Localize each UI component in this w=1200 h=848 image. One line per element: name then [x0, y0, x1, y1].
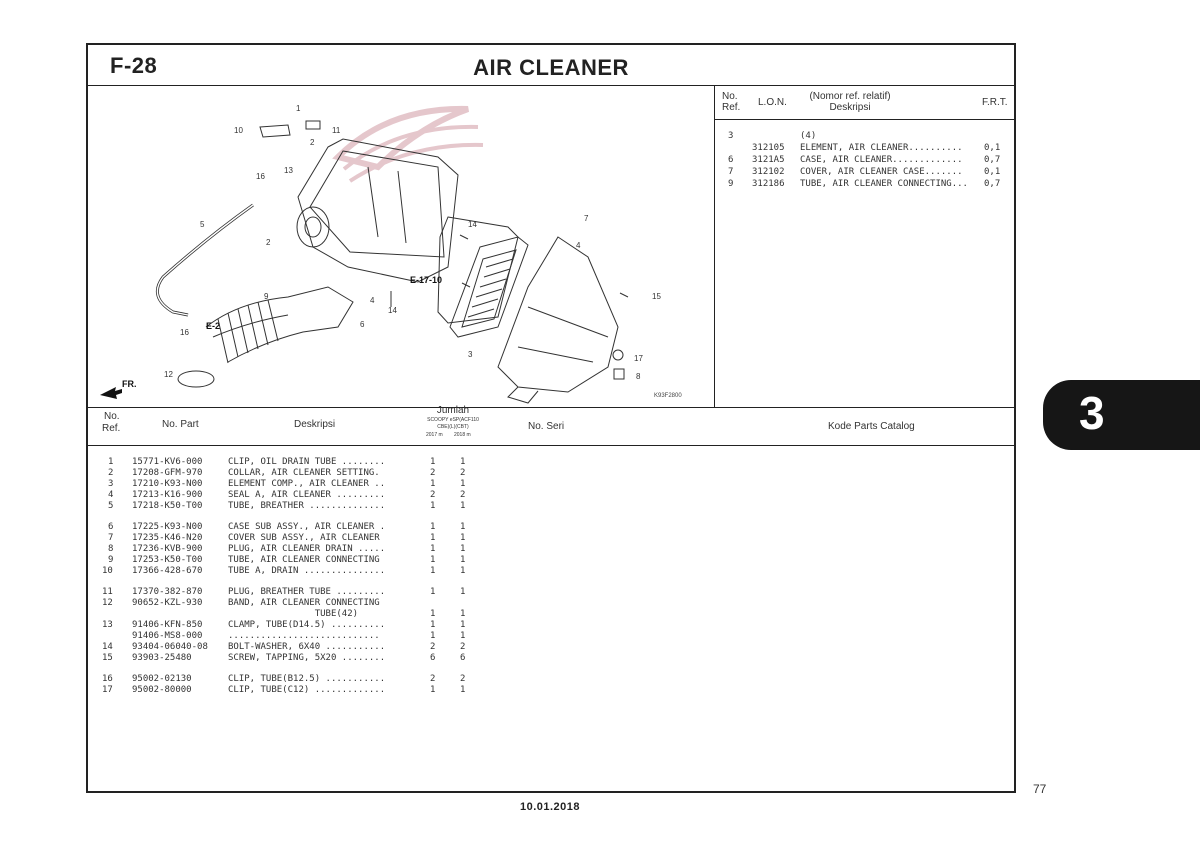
- table-row: 2 17208-GFM-970 COLLAR, AIR CLEANER SETTING. 2 2: [108, 468, 466, 478]
- table-row: 17 95002-80000 CLIP, TUBE(C12) ............. 1 1: [102, 685, 466, 695]
- parts-head-jumlah: Jumlah: [436, 405, 470, 416]
- frt-row: 312105 ELEMENT, AIR CLEANER.......... 0,1: [752, 143, 1001, 153]
- frt-row: 6 3121A5 CASE, AIR CLEANER............. 0,7: [728, 155, 1001, 165]
- parts-head-deskripsi: Deskripsi: [294, 419, 336, 430]
- table-row: 12 90652-KZL-930 BAND, AIR CLEANER CONNECTING: [102, 598, 380, 608]
- frt-head-nomor: (Nomor ref. relatif): [809, 91, 891, 102]
- ref-e-17-10: E-17-10: [410, 275, 443, 285]
- callout-3: 3: [468, 350, 473, 359]
- callout-15: 15: [652, 292, 661, 301]
- breather-tube: [157, 205, 253, 315]
- air-cleaner-diagram-svg: [88, 87, 712, 407]
- callout-11: 11: [332, 126, 341, 135]
- exploded-diagram: [88, 87, 712, 407]
- table-row: 3 17210-K93-N00 ELEMENT COMP., AIR CLEANER .. 1 1: [108, 479, 466, 489]
- callout-1: 1: [296, 104, 301, 113]
- parts-list: [88, 457, 466, 696]
- table-row: 15 93903-25480 SCREW, TAPPING, 5X20 ........ 6 6: [102, 653, 466, 663]
- connecting-band: [178, 371, 214, 387]
- table-row: 16 95002-02130 CLIP, TUBE(B12.5) ........... 2 2: [102, 674, 466, 684]
- diagram-divider: [714, 85, 715, 407]
- drain-tube-a: [260, 125, 290, 137]
- callout-7: 7: [584, 214, 589, 223]
- callout-8: 8: [636, 372, 641, 381]
- page-title: AIR CLEANER: [473, 55, 629, 80]
- parts-head-no-part: No. Part: [162, 419, 199, 430]
- callout-12: 12: [164, 370, 173, 379]
- table-row: 5 17218-K50-T00 TUBE, BREATHER .............. 1 1: [108, 501, 466, 511]
- ref-e-2: E-2: [206, 321, 221, 331]
- table-row: 6 17225-K93-N00 CASE SUB ASSY., AIR CLEANER . 1 1: [108, 522, 466, 532]
- footer-date: 10.01.2018: [519, 801, 581, 813]
- title-divider: [88, 85, 1014, 86]
- front-label: FR.: [122, 379, 137, 389]
- frt-rows: [716, 131, 1012, 191]
- table-row: 4 17213-K16-900 SEAL A, AIR CLEANER ......... 2 2: [108, 490, 466, 500]
- callout-14: 14: [468, 220, 477, 229]
- callout-9: 9: [264, 292, 269, 301]
- callout-2: 2: [310, 138, 315, 147]
- section-tab: [1043, 380, 1200, 450]
- frt-row: 9 312186 TUBE, AIR CLEANER CONNECTING... 0,7: [728, 179, 1001, 189]
- frt-head-deskripsi: Deskripsi: [829, 102, 871, 113]
- table-row: TUBE(42) 1 1: [228, 609, 466, 619]
- table-row: 9 17253-K50-T00 TUBE, AIR CLEANER CONNECTING 1 1: [108, 555, 466, 565]
- callout-14b: 14: [388, 306, 397, 315]
- table-row: 13 91406-KFN-850 CLAMP, TUBE(D14.5) .......... 1 1: [102, 620, 466, 630]
- frt-row: 3 (4): [728, 131, 817, 141]
- figure-code: F-28: [110, 53, 158, 78]
- table-row: 1 15771-KV6-000 CLIP, OIL DRAIN TUBE ........ 1 1: [108, 457, 466, 467]
- callout-16b: 16: [180, 328, 189, 337]
- frt-head-ref: Ref.: [722, 102, 741, 113]
- callout-10: 10: [234, 126, 243, 135]
- frt-header-divider: [714, 119, 1014, 120]
- table-row: 8 17236-KVB-900 PLUG, AIR CLEANER DRAIN ..... 1 1: [108, 544, 466, 554]
- callout-4: 4: [370, 296, 375, 305]
- table-row: 11 17370-382-870 PLUG, BREATHER TUBE ......... 1 1: [102, 587, 466, 597]
- parts-head-model-2: CBE)(L)(CBT): [437, 424, 469, 430]
- table-row: 14 93404-06040-08 BOLT-WASHER, 6X40 ........... 2 2: [102, 642, 466, 652]
- callout-13: 13: [284, 166, 293, 175]
- callout-5: 5: [200, 220, 205, 229]
- callout-2b: 2: [266, 238, 271, 247]
- parts-head-no-seri: No. Seri: [528, 421, 565, 432]
- parts-head-year-2: 2018 m: [454, 432, 471, 438]
- cover-sub-assy: [498, 237, 618, 392]
- front-arrow-icon: [100, 387, 122, 399]
- figure-id: K93F2800: [654, 393, 682, 399]
- parts-head-ref: Ref.: [102, 423, 121, 434]
- diagram-bottom-divider: [88, 407, 1014, 408]
- catalog-page-frame: [86, 43, 1016, 793]
- element-comp: [450, 237, 528, 337]
- callout-6: 6: [360, 320, 365, 329]
- parts-header-divider: [88, 445, 1014, 446]
- table-row: 10 17366-428-670 TUBE A, DRAIN ............... 1 1: [102, 566, 466, 576]
- drain-plug: [614, 369, 624, 379]
- callout-16: 16: [256, 172, 265, 181]
- parts-head-kode: Kode Parts Catalog: [828, 421, 915, 432]
- section-tab-number: 3: [1079, 387, 1105, 439]
- frt-head-lon: L.O.N.: [758, 97, 787, 108]
- frt-row: 7 312102 COVER, AIR CLEANER CASE....... 0,1: [728, 167, 1001, 177]
- page-number: 77: [1033, 782, 1047, 796]
- table-row: 91406-MS8-000 ............................ 1 1: [132, 631, 466, 641]
- parts-head-model: SCOOPY eSP(ACF110: [427, 417, 479, 423]
- frt-head-frt: F.R.T.: [982, 97, 1008, 108]
- table-row: 7 17235-K46-N20 COVER SUB ASSY., AIR CLEANER 1 1: [108, 533, 466, 543]
- callout-17: 17: [634, 354, 643, 363]
- connecting-tube: [206, 287, 353, 362]
- parts-head-no: No.: [104, 411, 120, 422]
- frt-head-no: No.: [722, 91, 738, 102]
- callout-4b: 4: [576, 241, 581, 250]
- parts-head-year-1: 2017 m: [426, 432, 443, 438]
